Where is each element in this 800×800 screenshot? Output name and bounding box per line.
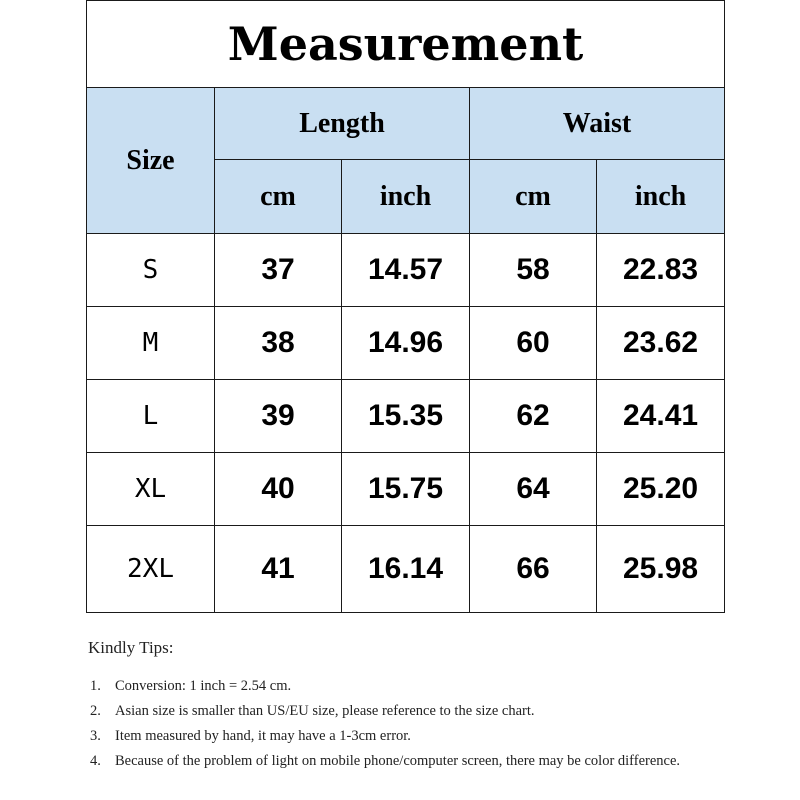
waist-inch-value: 22.83	[597, 234, 725, 307]
length-cm-value: 41	[215, 526, 342, 613]
header-waist-cm: cm	[470, 160, 597, 234]
tip-text: Conversion: 1 inch = 2.54 cm.	[115, 678, 292, 694]
measurement-table	[86, 0, 725, 613]
length-cm-value: 39	[215, 380, 342, 453]
length-cm-value: 37	[215, 234, 342, 307]
tips-list	[88, 674, 728, 774]
waist-cm-value: 66	[470, 526, 597, 613]
tip-number: 3.	[90, 728, 101, 744]
table-row	[87, 234, 725, 307]
table-title: Measurement	[87, 1, 725, 88]
tip-number: 2.	[90, 703, 101, 719]
length-cm-value: 40	[215, 453, 342, 526]
waist-inch-value: 25.98	[597, 526, 725, 613]
tip-item	[88, 749, 728, 774]
size-label: XL	[87, 453, 215, 526]
tip-number: 1.	[90, 678, 101, 694]
table-row	[87, 453, 725, 526]
waist-cm-value: 58	[470, 234, 597, 307]
length-inch-value: 16.14	[342, 526, 470, 613]
length-inch-value: 15.35	[342, 380, 470, 453]
size-label: L	[87, 380, 215, 453]
table-row	[87, 307, 725, 380]
waist-inch-value: 23.62	[597, 307, 725, 380]
tip-item	[88, 724, 728, 749]
tip-item	[88, 699, 728, 724]
length-inch-value: 14.57	[342, 234, 470, 307]
tip-text: Because of the problem of light on mobile phone/computer screen, there may be color difference.	[115, 753, 681, 769]
table-row	[87, 380, 725, 453]
waist-inch-value: 25.20	[597, 453, 725, 526]
header-waist: Waist	[470, 88, 725, 160]
size-label: M	[87, 307, 215, 380]
tips-heading: Kindly Tips:	[88, 638, 174, 657]
header-size: Size	[87, 88, 215, 234]
waist-cm-value: 62	[470, 380, 597, 453]
tip-text: Asian size is smaller than US/EU size, please reference to the size chart.	[115, 703, 535, 719]
waist-cm-value: 64	[470, 453, 597, 526]
header-length-cm: cm	[215, 160, 342, 234]
kindly-tips	[88, 638, 728, 774]
tip-text: Item measured by hand, it may have a 1-3cm error.	[115, 728, 411, 744]
size-label: 2XL	[87, 526, 215, 613]
size-label: S	[87, 234, 215, 307]
header-length-inch: inch	[342, 160, 470, 234]
waist-inch-value: 24.41	[597, 380, 725, 453]
tip-item	[88, 674, 728, 699]
length-inch-value: 14.96	[342, 307, 470, 380]
length-cm-value: 38	[215, 307, 342, 380]
header-length: Length	[215, 88, 470, 160]
tip-number: 4.	[90, 753, 101, 769]
waist-cm-value: 60	[470, 307, 597, 380]
length-inch-value: 15.75	[342, 453, 470, 526]
table-row	[87, 526, 725, 613]
header-waist-inch: inch	[597, 160, 725, 234]
